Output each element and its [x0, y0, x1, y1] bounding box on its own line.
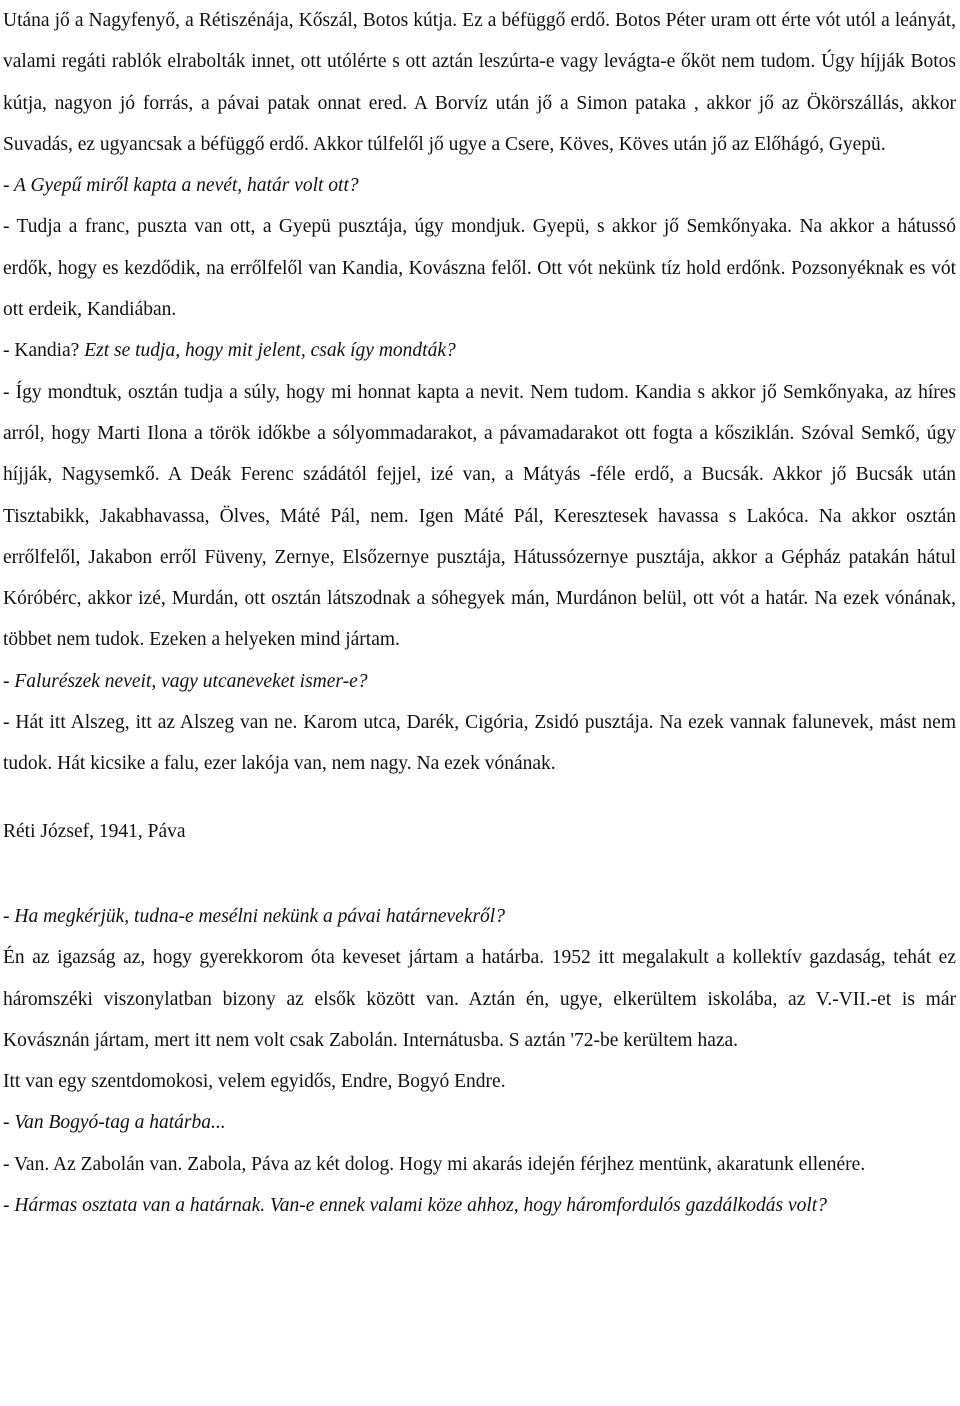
question-paragraph: - Van Bogyó-tag a határba... [3, 1112, 226, 1134]
question-paragraph: - A Gyepű miről kapta a nevét, határ volt ott? [3, 175, 359, 197]
question-paragraph: - Hármas osztata van a határnak. Van-e ennek valami köze ahhoz, hogy háromfordulós gazdálkodás volt? [3, 1195, 827, 1217]
question-text: Ezt se tudja, hogy mit jelent, csak így mondták? [84, 340, 456, 362]
question-paragraph: - Ha megkérjük, tudna-e mesélni nekünk a pávai határnevekről? [3, 905, 505, 927]
paragraph: - Tudja a franc, puszta van ott, a Gyepü pusztája, úgy mondjuk. Gyepü, s akkor jő Semkőnyaka. Na akkor a hátussó erdők, hogy es kezdődik, na errőlfelől van Kandia, Kovászna felől. Ott vót nekünk tíz hold erdőnk. Pozsonyéknak es vót ott erdeik, Kandiában. [3, 216, 956, 321]
paragraph: Utána jő a Nagyfenyő, a Rétiszénája, Kőszál, Botos kútja. Ez a béfüggő erdő. Botos Péter uram ott érte vót utól a leányát, valami regáti rablók elrabolták innet, ott utólérte s ott aztán leszúrta-e vagy levágta-e őköt nem tudom. Úgy híjják Botos kútja, nagyon jó forrás, a pávai patak onnat ered. A Borvíz után jő a Simon pataka , akkor jő az Ökörszállás, akkor Suvadás, ez ugyancsak a béfüggő erdő. Akkor túlfelől jő ugye a Csere, Köves, Köves után jő az Előhágó, Gyepü. [3, 10, 956, 155]
question-paragraph [3, 330, 956, 371]
paragraph: - Így mondtuk, osztán tudja a súly, hogy mi honnat kapta a nevit. Nem tudom. Kandia s akkor jő Semkőnyaka, az híres arról, hogy Marti Ilona a török időkbe a sólyommadarakot, a pávamadarakot ott fogta a kősziklán. Szóval Semkő, úgy híjják, Nagysemkő. A Deák Ferenc szádától fejjel, izé van, a Mátyás -féle erdő, a Bucsák. Akkor jő Bucsák után Tisztabikk, Jakabhavassa, Ölves, Máté Pál, nem. Igen Máté Pál, Keresztesek havassa s Lakóca. Na akkor osztán errőlfelől, Jakabon erről Füveny, Zernye, Elsőzernye pusztája, Hátussózernye pusztája, akkor a Gépház patakán hátul Kóróbérc, akkor izé, Murdán, ott osztán látszodnak a sóhegyek mán, Murdánon belül, ott vót a határ. Na ezek vónának, többet nem tudok. Ezeken a helyeken mind jártam. [3, 381, 956, 651]
question-prefix: - Kandia? [3, 340, 85, 362]
paragraph: Itt van egy szentdomokosi, velem egyidős, Endre, Bogyó Endre. [3, 1071, 506, 1093]
paragraph: Én az igazság az, hogy gyerekkorom óta keveset jártam a határba. 1952 itt megalakult a kollektív gazdaság, tehát ez háromszéki viszonylatban bizony az elsők között van. Aztán én, ugye, elkerültem iskolába, az V.-VII.-et is már Kovásznán jártam, mert itt nem volt csak Zabolán. Internátusba. S aztán '72-be kerültem haza. [3, 947, 956, 1051]
spacer [3, 852, 956, 896]
paragraph: - Hát itt Alszeg, itt az Alszeg van ne. Karom utca, Darék, Cigória, Zsidó pusztája. Na ezek vannak falunevek, mást nem tudok. Hát kicsike a falu, ezer lakója van, nem nagy. Na ezek vónának. [3, 712, 956, 775]
section-heading: Réti József, 1941, Páva [3, 820, 186, 842]
spacer [3, 785, 956, 811]
paragraph: - Van. Az Zabolán van. Zabola, Páva az két dolog. Hogy mi akarás idején férjhez mentünk, akaratunk ellenére. [3, 1153, 866, 1175]
question-paragraph: - Falurészek neveit, vagy utcaneveket ismer-e? [3, 670, 368, 692]
